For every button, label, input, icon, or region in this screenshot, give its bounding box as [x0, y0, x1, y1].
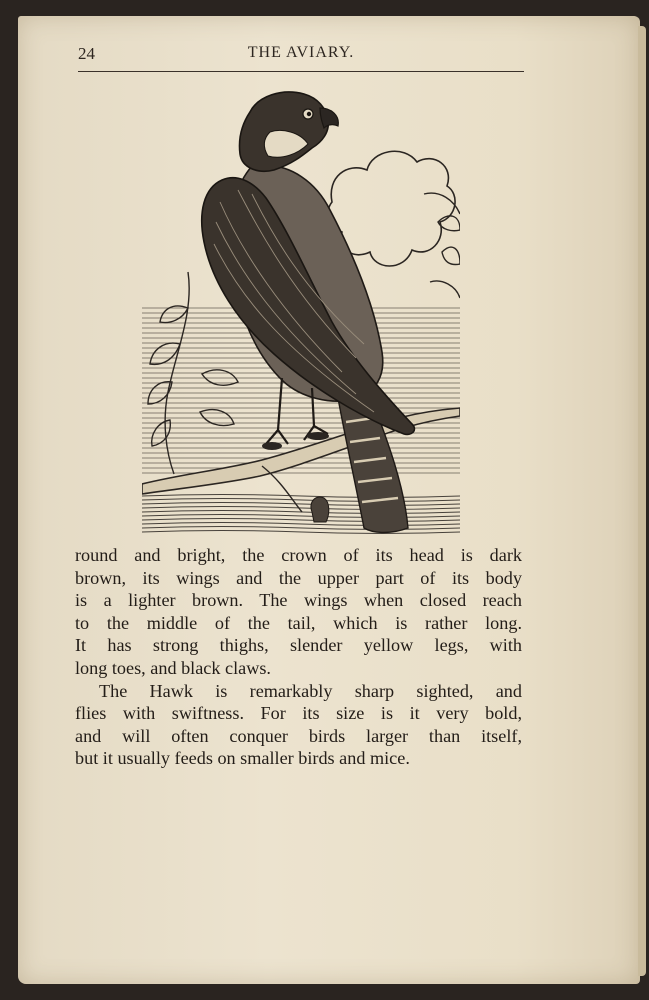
paragraph-1	[75, 544, 522, 680]
book-page	[18, 16, 640, 984]
ground-hatch-line	[142, 515, 460, 518]
ground-figure	[311, 497, 329, 522]
page-edge	[638, 26, 646, 976]
hawk-engraving	[142, 82, 460, 534]
text-line: is a lighter brown. The wings when closed reach	[75, 590, 522, 611]
text-line: but it usually feeds on smaller birds and mice.	[75, 748, 410, 769]
ground-hatch-line	[142, 507, 460, 510]
ground-hatch-line	[142, 503, 460, 506]
ground-hatch-line	[142, 499, 460, 502]
body-text	[75, 544, 522, 770]
running-title: THE AVIARY.	[247, 44, 355, 61]
ground-hatch-line	[142, 523, 460, 526]
ground-hatching	[142, 495, 460, 534]
ground-hatch-line	[142, 519, 460, 522]
text-line: brown, its wings and the upper part of its body	[75, 567, 522, 588]
page-header	[78, 42, 524, 68]
text-line: to the middle of the tail, which is rather long.	[75, 612, 522, 633]
text-line: The Hawk is remarkably sharp sighted, and	[99, 680, 522, 701]
hawk-beak	[320, 108, 338, 128]
page-number: 24	[78, 44, 95, 63]
text-line: It has strong thighs, slender yellow legs, with	[75, 635, 522, 656]
text-line: round and bright, the crown of its head is dark	[75, 545, 522, 565]
branch	[142, 408, 460, 494]
hawk-illustration-svg	[142, 82, 460, 534]
text-line: and will often conquer birds larger than itself,	[75, 725, 522, 746]
text-line: flies with swiftness. For its size is it very bold,	[75, 703, 522, 724]
paragraph-2	[75, 680, 522, 770]
text-line: long toes, and black claws.	[75, 657, 271, 678]
ground-hatch-line	[142, 531, 460, 534]
ground-hatch-line	[142, 495, 460, 498]
hawk-pupil	[307, 112, 311, 116]
header-rule	[78, 71, 524, 72]
ground-hatch-line	[142, 527, 460, 530]
